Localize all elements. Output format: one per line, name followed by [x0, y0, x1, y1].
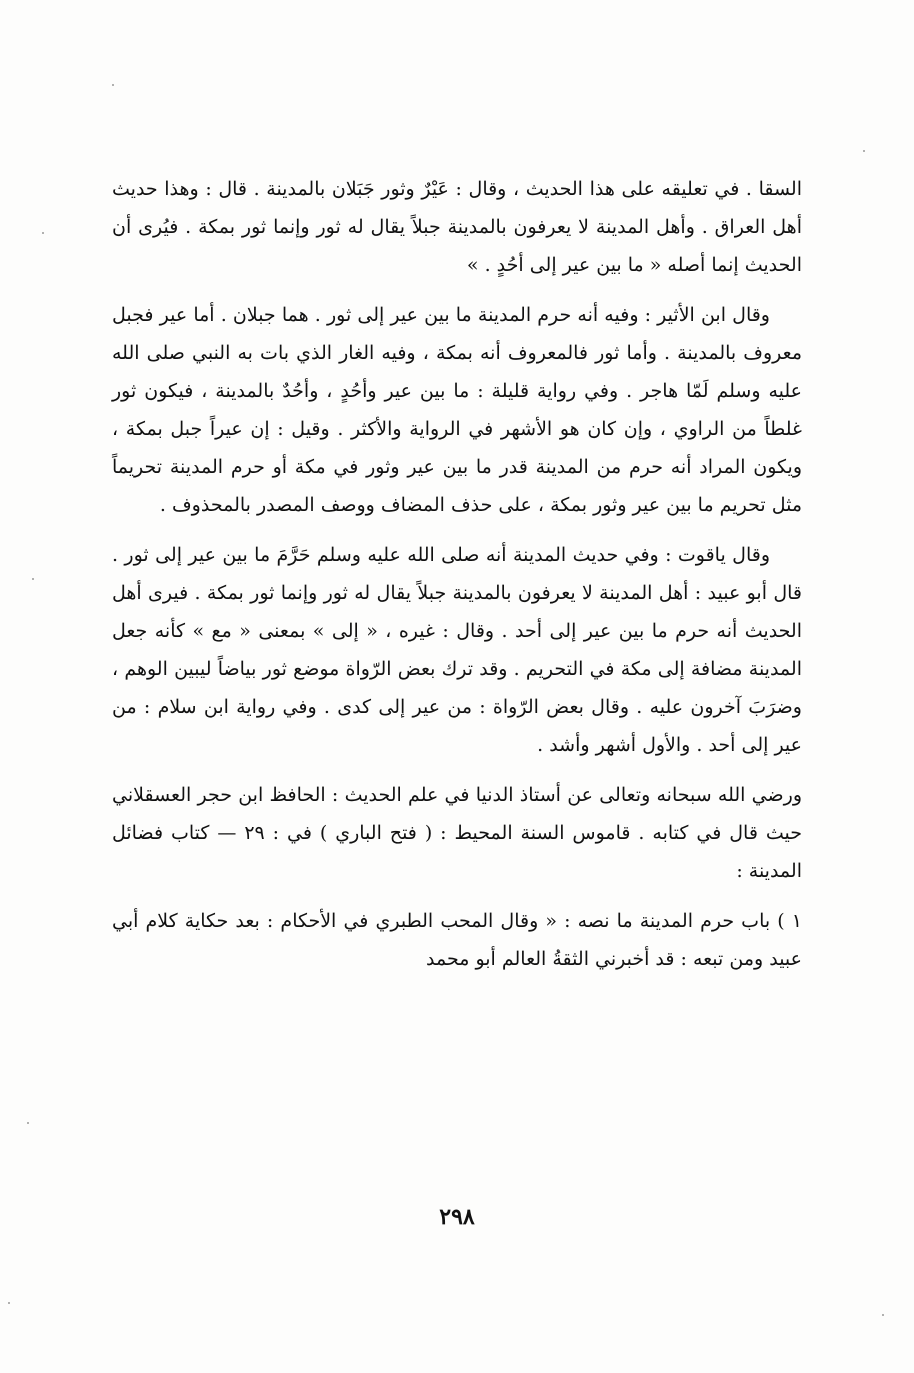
paragraph-continuation: السقا . في تعليقه على هذا الحديث ، وقال : عَيْرٌ وثور جَبَلان بالمدينة . قال : وهذا حديث أهل العراق . وأهل المدينة لا يعرفون بالمدينة جبلاً يقال له ثور وإنما ثور بمكة . فيُرى أن الحديث إنما أصله « ما بين عير إلى أحُدٍ . » — [112, 178, 802, 276]
scan-speck — [8, 1302, 10, 1304]
paragraph-yaqut: وقال ياقوت : وفي حديث المدينة أنه صلى الله عليه وسلم حَرَّمَ ما بين عير إلى ثور . قال أبو عبيد : أهل المدينة لا يعرفون بالمدينة جبلاً يقال له ثور وإنما ثور بمكة . فيرى أهل الحديث أنه حرم ما بين عير إلى أحد . وقال : غيره ، « إلى » بمعنى « مع » كأنه جعل المدينة مضافة إلى مكة في التحريم . وقد ترك بعض الرّواة موضع ثور بياضاً ليبين الوهم ، وضرَبَ آخرون عليه . وقال بعض الرّواة : من عير إلى كدى . وفي رواية ابن سلام : من عير إلى أحد . والأول أشهر وأشد . — [112, 544, 802, 756]
scan-speck — [863, 150, 865, 152]
scan-speck — [32, 578, 34, 580]
paragraph-bab-haram-al-madina: ١ ) باب حرم المدينة ما نصه : « وقال المحب الطبري في الأحكام : بعد حكاية كلام أبي عبيد ومن تبعه : قد أخبرني الثقةُ العالم أبو محمد — [112, 910, 802, 970]
scan-speck — [27, 1122, 29, 1124]
page-number: ٢٩٨ — [439, 1204, 475, 1230]
paragraph-ibn-al-athir: وقال ابن الأثير : وفيه أنه حرم المدينة ما بين عير إلى ثور . هما جبلان . أما عير فجبل معروف بالمدينة . وأما ثور فالمعروف أنه بمكة ، وفيه الغار الذي بات به النبي صلى الله عليه وسلم لَمّا هاجر . وفي رواية قليلة : ما بين عير وأحُدٍ ، وأحُدٌ بالمدينة ، فيكون ثور غلطاً من الراوي ، وإن كان هو الأشهر في الرواية والأكثر . وقيل : إن عيراً جبل بمكة ، ويكون المراد أنه حرم من المدينة قدر ما بين عير وثور في مكة أو حرم المدينة تحريماً مثل تحريم ما بين عير وثور بمكة ، على حذف المضاف ووصف المصدر بالمحذوف . — [112, 304, 802, 516]
page-body-text — [112, 170, 802, 990]
scan-speck — [112, 84, 114, 86]
paragraph-ibn-hajar: ورضي الله سبحانه وتعالى عن أستاذ الدنيا في علم الحديث : الحافظ ابن حجر العسقلاني حيث قال في كتابه . قاموس السنة المحيط : ( فتح الباري ) في : ٢٩ — كتاب فضائل المدينة : — [112, 784, 802, 882]
scan-speck — [882, 1314, 884, 1316]
scan-speck — [42, 232, 44, 234]
